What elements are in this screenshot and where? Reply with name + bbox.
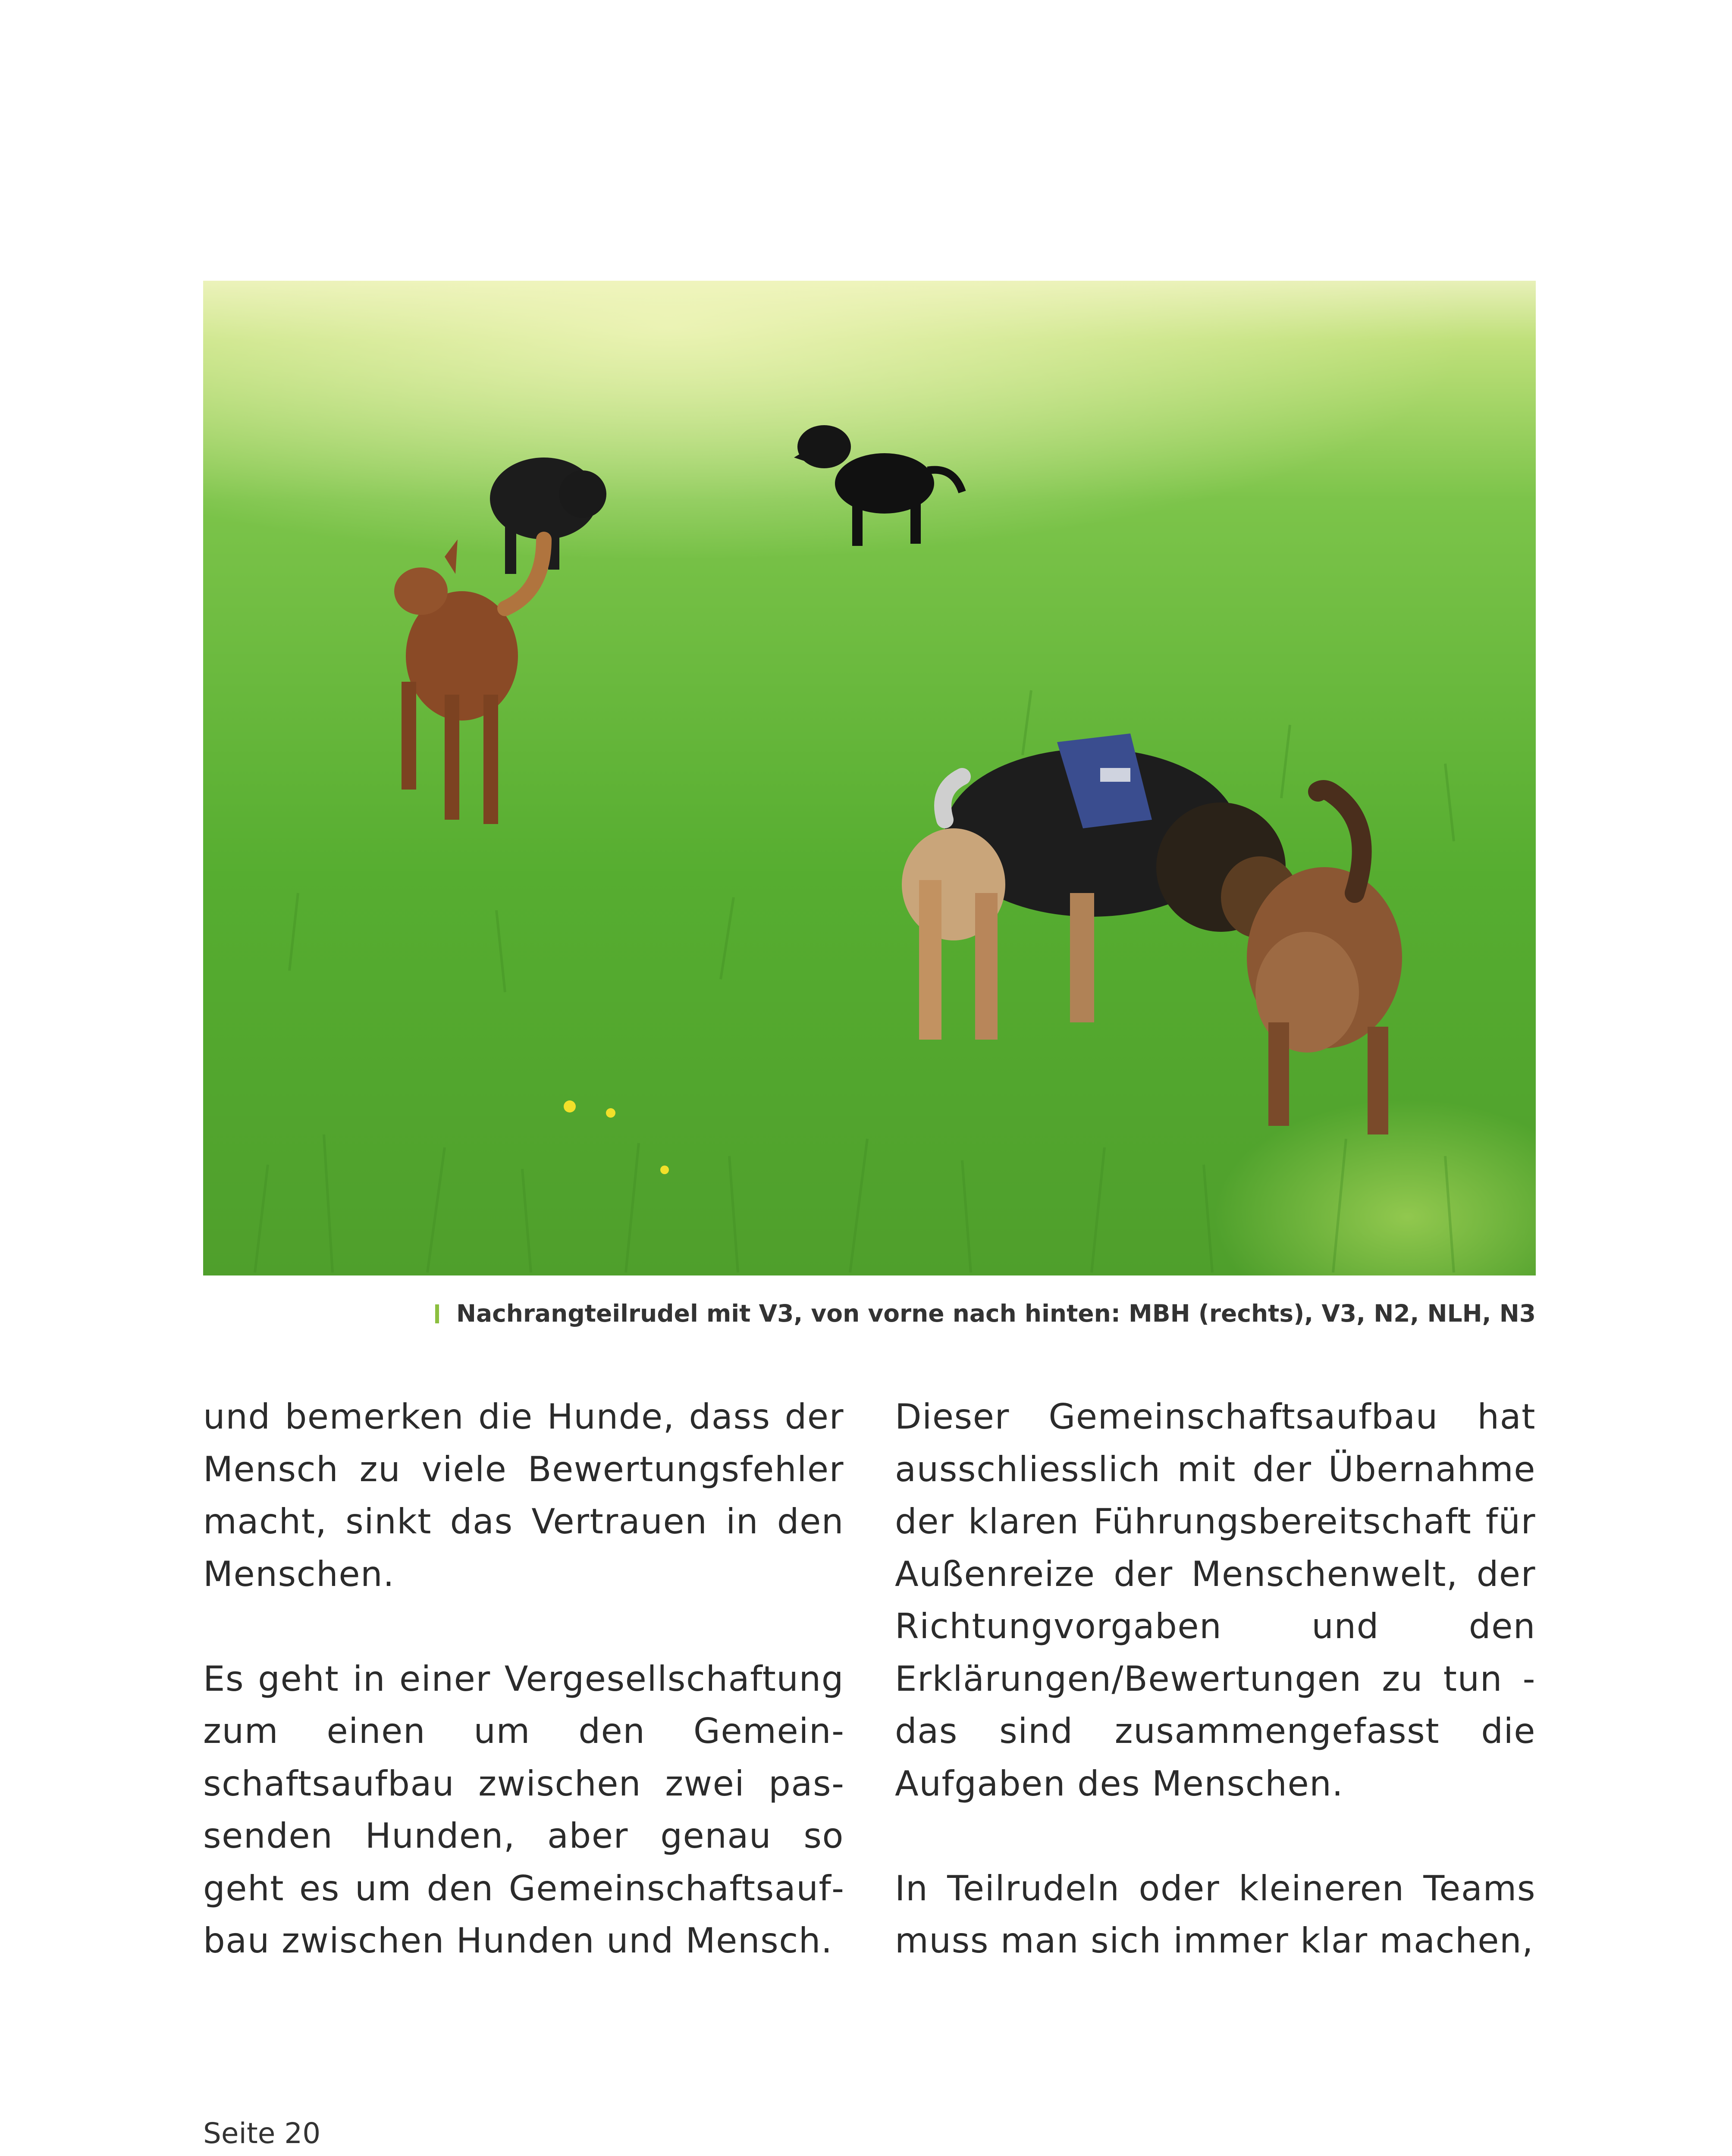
caption-text: Nachrangteilrudel mit V3, von vorne nach hinten: MBH (rechts), V3, N2, NLH, N3 bbox=[456, 1300, 1536, 1327]
caption-accent-bar bbox=[435, 1304, 439, 1323]
text-column-right bbox=[895, 1391, 1536, 1967]
paragraph: Dieser Gemeinschaftsaufbau hat ausschliesslich mit der Übernahme der klaren Führungsbereitschaft für Außenreize der Menschenwelt, der Richtungvorgaben und den Erklärungen/Bewertungen zu tun - das sind zusammengefasst die Aufgaben des Menschen. bbox=[895, 1397, 1536, 1804]
paragraph: In Teilrudeln oder kleineren Teams muss man sich immer klar machen, bbox=[895, 1868, 1536, 1961]
figure-caption bbox=[431, 1296, 1536, 1331]
paragraph: und bemerken die Hunde, dass der Mensch zu viele Bewertungsfehler macht, sinkt das Vertrauen in den Menschen. bbox=[203, 1397, 844, 1594]
dog-pack-photo bbox=[203, 281, 1536, 1275]
paragraph: Es geht in einer Vergesellschaftung zum einen um den Gemeinschaftsaufbau zwischen zwei passenden Hunden, aber genau so geht es um den Gemeinschaftsaufbau zwischen Hunden und Mensch. bbox=[203, 1658, 844, 1961]
page-number: Seite 20 bbox=[203, 2117, 321, 2150]
text-column-left bbox=[203, 1391, 844, 1967]
meadow-illustration bbox=[203, 281, 1536, 1275]
